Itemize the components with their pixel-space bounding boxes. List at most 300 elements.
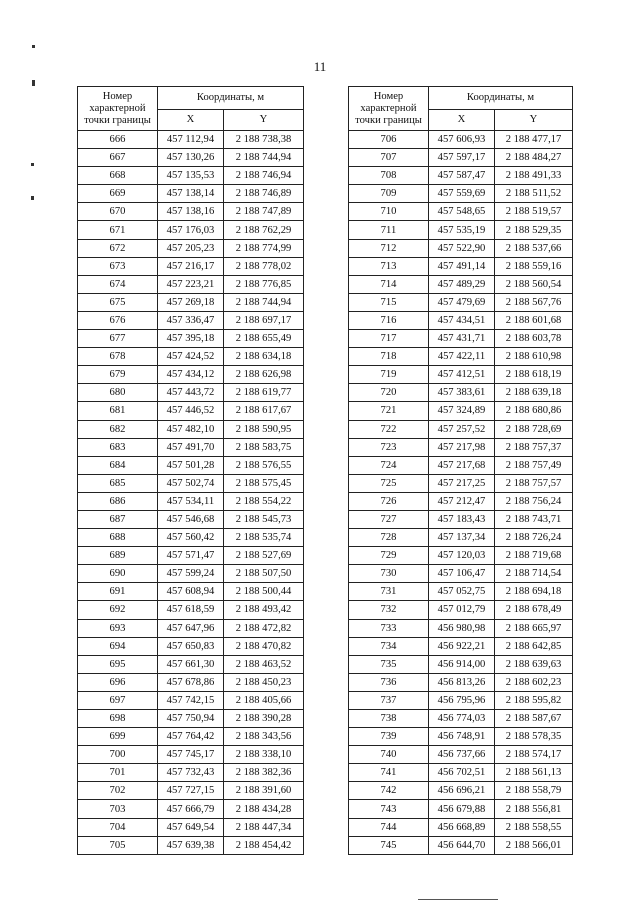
x-cell: 457 223,21 [158, 275, 224, 293]
table-row [349, 239, 573, 257]
table-row [78, 474, 304, 492]
table-row [78, 456, 304, 474]
x-cell: 457 597,17 [429, 149, 495, 167]
point-number-cell: 731 [349, 583, 429, 601]
table-row [349, 492, 573, 510]
x-cell: 457 217,25 [429, 474, 495, 492]
table-row [349, 655, 573, 673]
x-cell: 457 764,42 [158, 728, 224, 746]
x-cell: 457 424,52 [158, 348, 224, 366]
y-cell: 2 188 447,34 [224, 818, 304, 836]
y-cell: 2 188 450,23 [224, 673, 304, 691]
table-row [78, 438, 304, 456]
x-cell: 457 745,17 [158, 746, 224, 764]
y-cell: 2 188 391,60 [224, 782, 304, 800]
x-cell: 456 748,91 [429, 728, 495, 746]
y-cell: 2 188 493,42 [224, 601, 304, 619]
point-number-cell: 729 [349, 547, 429, 565]
y-cell: 2 188 617,67 [224, 402, 304, 420]
table-row [78, 510, 304, 528]
x-cell: 457 138,14 [158, 185, 224, 203]
point-number-cell: 736 [349, 673, 429, 691]
y-cell: 2 188 511,52 [495, 185, 573, 203]
y-cell: 2 188 463,52 [224, 655, 304, 673]
y-cell: 2 188 566,01 [495, 836, 573, 854]
table-row [78, 619, 304, 637]
x-cell: 456 914,00 [429, 655, 495, 673]
table-row [349, 547, 573, 565]
y-cell: 2 188 626,98 [224, 366, 304, 384]
point-number-cell: 738 [349, 710, 429, 728]
coordinates-table-left [77, 86, 304, 855]
point-number-cell: 739 [349, 728, 429, 746]
y-cell: 2 188 618,19 [495, 366, 573, 384]
x-cell: 457 502,74 [158, 474, 224, 492]
table-row [78, 149, 304, 167]
x-cell: 457 666,79 [158, 800, 224, 818]
point-number-cell: 697 [78, 691, 158, 709]
y-cell: 2 188 477,17 [495, 131, 573, 149]
table-row [78, 637, 304, 655]
x-cell: 457 434,51 [429, 311, 495, 329]
table-row [349, 420, 573, 438]
table-row [349, 348, 573, 366]
y-cell: 2 188 714,54 [495, 565, 573, 583]
point-number-cell: 701 [78, 764, 158, 782]
y-cell: 2 188 470,82 [224, 637, 304, 655]
y-cell: 2 188 762,29 [224, 221, 304, 239]
coords-header: Координаты, м [158, 87, 304, 110]
x-cell: 457 559,69 [429, 185, 495, 203]
point-number-cell: 719 [349, 366, 429, 384]
table-row [78, 366, 304, 384]
x-cell: 457 482,10 [158, 420, 224, 438]
table-row [78, 691, 304, 709]
point-number-cell: 743 [349, 800, 429, 818]
point-number-cell: 690 [78, 565, 158, 583]
point-number-cell: 691 [78, 583, 158, 601]
point-number-cell: 679 [78, 366, 158, 384]
table-row [78, 330, 304, 348]
x-cell: 457 176,03 [158, 221, 224, 239]
y-cell: 2 188 610,98 [495, 348, 573, 366]
x-cell: 456 922,21 [429, 637, 495, 655]
point-number-cell: 733 [349, 619, 429, 637]
y-cell: 2 188 537,66 [495, 239, 573, 257]
point-number-cell: 713 [349, 257, 429, 275]
x-cell: 456 679,88 [429, 800, 495, 818]
y-cell: 2 188 743,71 [495, 510, 573, 528]
y-cell: 2 188 558,55 [495, 818, 573, 836]
point-number-cell: 674 [78, 275, 158, 293]
y-cell: 2 188 744,94 [224, 149, 304, 167]
table-row [78, 655, 304, 673]
point-number-cell: 706 [349, 131, 429, 149]
y-cell: 2 188 746,94 [224, 167, 304, 185]
table-row [78, 239, 304, 257]
header-row [349, 87, 573, 110]
point-number-cell: 692 [78, 601, 158, 619]
table-body [78, 131, 304, 855]
point-number-cell: 709 [349, 185, 429, 203]
table-row [349, 257, 573, 275]
table-row [78, 221, 304, 239]
table-row [78, 275, 304, 293]
y-cell: 2 188 556,81 [495, 800, 573, 818]
table-row [349, 510, 573, 528]
point-number-cell: 687 [78, 510, 158, 528]
point-number-cell: 703 [78, 800, 158, 818]
point-number-cell: 666 [78, 131, 158, 149]
point-number-cell: 693 [78, 619, 158, 637]
y-cell: 2 188 619,77 [224, 384, 304, 402]
y-cell: 2 188 567,76 [495, 293, 573, 311]
point-number-cell: 714 [349, 275, 429, 293]
point-number-cell: 717 [349, 330, 429, 348]
point-number-cell: 724 [349, 456, 429, 474]
y-cell: 2 188 491,33 [495, 167, 573, 185]
point-number-cell: 734 [349, 637, 429, 655]
table-row [349, 710, 573, 728]
x-cell: 456 813,26 [429, 673, 495, 691]
table-row [78, 764, 304, 782]
y-cell: 2 188 726,24 [495, 529, 573, 547]
x-cell: 457 489,29 [429, 275, 495, 293]
point-number-header: Номер характерной точки границы [78, 87, 158, 131]
y-cell: 2 188 680,86 [495, 402, 573, 420]
table-row [349, 583, 573, 601]
table-row [78, 384, 304, 402]
x-cell: 457 217,98 [429, 438, 495, 456]
x-header: X [429, 110, 495, 131]
table-row [78, 402, 304, 420]
table-row [349, 456, 573, 474]
x-cell: 457 750,94 [158, 710, 224, 728]
x-cell: 456 795,96 [429, 691, 495, 709]
x-cell: 457 336,47 [158, 311, 224, 329]
table-row [349, 438, 573, 456]
y-cell: 2 188 382,36 [224, 764, 304, 782]
point-number-cell: 725 [349, 474, 429, 492]
point-number-cell: 700 [78, 746, 158, 764]
point-number-cell: 699 [78, 728, 158, 746]
point-number-cell: 686 [78, 492, 158, 510]
x-cell: 457 422,11 [429, 348, 495, 366]
x-cell: 457 639,38 [158, 836, 224, 854]
x-cell: 457 587,47 [429, 167, 495, 185]
x-cell: 457 112,94 [158, 131, 224, 149]
table-row [78, 492, 304, 510]
table-row [349, 818, 573, 836]
point-number-cell: 688 [78, 529, 158, 547]
y-cell: 2 188 559,16 [495, 257, 573, 275]
point-number-cell: 744 [349, 818, 429, 836]
point-number-cell: 711 [349, 221, 429, 239]
point-number-cell: 707 [349, 149, 429, 167]
point-number-cell: 740 [349, 746, 429, 764]
y-cell: 2 188 665,97 [495, 619, 573, 637]
y-cell: 2 188 484,27 [495, 149, 573, 167]
table-row [78, 583, 304, 601]
x-cell: 457 535,19 [429, 221, 495, 239]
y-cell: 2 188 719,68 [495, 547, 573, 565]
y-cell: 2 188 434,28 [224, 800, 304, 818]
x-cell: 457 650,83 [158, 637, 224, 655]
y-cell: 2 188 747,89 [224, 203, 304, 221]
table-row [349, 764, 573, 782]
y-cell: 2 188 642,85 [495, 637, 573, 655]
y-cell: 2 188 454,42 [224, 836, 304, 854]
y-cell: 2 188 655,49 [224, 330, 304, 348]
point-number-cell: 694 [78, 637, 158, 655]
point-number-cell: 712 [349, 239, 429, 257]
y-cell: 2 188 603,78 [495, 330, 573, 348]
table-row [349, 384, 573, 402]
y-cell: 2 188 558,79 [495, 782, 573, 800]
x-cell: 457 120,03 [429, 547, 495, 565]
x-cell: 457 216,17 [158, 257, 224, 275]
x-cell: 457 742,15 [158, 691, 224, 709]
point-number-cell: 671 [78, 221, 158, 239]
table-row [78, 818, 304, 836]
x-cell: 457 571,47 [158, 547, 224, 565]
x-cell: 457 012,79 [429, 601, 495, 619]
table-row [78, 293, 304, 311]
y-cell: 2 188 587,67 [495, 710, 573, 728]
table-row [349, 691, 573, 709]
point-number-cell: 704 [78, 818, 158, 836]
y-cell: 2 188 778,02 [224, 257, 304, 275]
x-cell: 456 702,51 [429, 764, 495, 782]
y-cell: 2 188 390,28 [224, 710, 304, 728]
point-number-cell: 720 [349, 384, 429, 402]
table-row [349, 800, 573, 818]
x-cell: 457 217,68 [429, 456, 495, 474]
point-number-cell: 742 [349, 782, 429, 800]
x-cell: 457 052,75 [429, 583, 495, 601]
y-cell: 2 188 472,82 [224, 619, 304, 637]
x-cell: 457 534,11 [158, 492, 224, 510]
y-header: Y [495, 110, 573, 131]
table-row [349, 330, 573, 348]
x-cell: 457 269,18 [158, 293, 224, 311]
y-cell: 2 188 697,17 [224, 311, 304, 329]
table-row [78, 348, 304, 366]
point-number-cell: 710 [349, 203, 429, 221]
y-cell: 2 188 578,35 [495, 728, 573, 746]
point-number-cell: 723 [349, 438, 429, 456]
y-cell: 2 188 746,89 [224, 185, 304, 203]
table-row [78, 782, 304, 800]
point-number-cell: 735 [349, 655, 429, 673]
table-row [349, 185, 573, 203]
point-number-cell: 676 [78, 311, 158, 329]
table-row [349, 203, 573, 221]
table-row [349, 402, 573, 420]
table-row [349, 619, 573, 637]
table-row [78, 203, 304, 221]
scan-mark [32, 80, 35, 86]
table-row [349, 746, 573, 764]
y-cell: 2 188 694,18 [495, 583, 573, 601]
footer-rule [418, 899, 498, 900]
x-cell: 457 608,94 [158, 583, 224, 601]
x-cell: 457 491,70 [158, 438, 224, 456]
point-number-cell: 669 [78, 185, 158, 203]
point-number-cell: 683 [78, 438, 158, 456]
table-row [349, 673, 573, 691]
x-cell: 457 599,24 [158, 565, 224, 583]
point-number-cell: 726 [349, 492, 429, 510]
point-number-cell: 741 [349, 764, 429, 782]
point-number-cell: 680 [78, 384, 158, 402]
point-number-cell: 745 [349, 836, 429, 854]
table-row [78, 185, 304, 203]
y-cell: 2 188 595,82 [495, 691, 573, 709]
x-cell: 456 980,98 [429, 619, 495, 637]
x-cell: 457 618,59 [158, 601, 224, 619]
y-cell: 2 188 738,38 [224, 131, 304, 149]
table-row [78, 673, 304, 691]
table-row [349, 529, 573, 547]
table-row [78, 836, 304, 854]
x-cell: 457 479,69 [429, 293, 495, 311]
x-cell: 457 649,54 [158, 818, 224, 836]
point-number-cell: 667 [78, 149, 158, 167]
point-number-cell: 728 [349, 529, 429, 547]
y-cell: 2 188 343,56 [224, 728, 304, 746]
table-row [78, 547, 304, 565]
coordinates-table-right [348, 86, 573, 855]
x-cell: 457 412,51 [429, 366, 495, 384]
y-cell: 2 188 678,49 [495, 601, 573, 619]
x-cell: 456 774,03 [429, 710, 495, 728]
table-row [78, 800, 304, 818]
x-cell: 457 431,71 [429, 330, 495, 348]
x-cell: 457 395,18 [158, 330, 224, 348]
y-cell: 2 188 757,37 [495, 438, 573, 456]
table-row [78, 728, 304, 746]
y-cell: 2 188 519,57 [495, 203, 573, 221]
x-cell: 457 522,90 [429, 239, 495, 257]
table-row [78, 311, 304, 329]
y-cell: 2 188 545,73 [224, 510, 304, 528]
table-row [349, 293, 573, 311]
table-row [78, 710, 304, 728]
x-header: X [158, 110, 224, 131]
x-cell: 457 212,47 [429, 492, 495, 510]
point-number-cell: 705 [78, 836, 158, 854]
point-number-cell: 670 [78, 203, 158, 221]
x-cell: 457 434,12 [158, 366, 224, 384]
point-number-cell: 702 [78, 782, 158, 800]
table-row [78, 746, 304, 764]
page-number: 11 [313, 59, 327, 74]
y-cell: 2 188 500,44 [224, 583, 304, 601]
x-cell: 456 644,70 [429, 836, 495, 854]
x-cell: 457 106,47 [429, 565, 495, 583]
x-cell: 456 696,21 [429, 782, 495, 800]
table-row [349, 637, 573, 655]
y-cell: 2 188 576,55 [224, 456, 304, 474]
point-number-cell: 681 [78, 402, 158, 420]
y-cell: 2 188 756,24 [495, 492, 573, 510]
x-cell: 457 727,15 [158, 782, 224, 800]
x-cell: 457 491,14 [429, 257, 495, 275]
scan-mark [32, 45, 35, 48]
y-cell: 2 188 574,17 [495, 746, 573, 764]
header-row [78, 87, 304, 110]
y-cell: 2 188 405,66 [224, 691, 304, 709]
point-number-cell: 737 [349, 691, 429, 709]
x-cell: 457 130,26 [158, 149, 224, 167]
point-number-header: Номер характерной точки границы [349, 87, 429, 131]
table-row [78, 529, 304, 547]
point-number-cell: 685 [78, 474, 158, 492]
table-row [349, 167, 573, 185]
scan-mark [31, 163, 34, 166]
y-cell: 2 188 728,69 [495, 420, 573, 438]
x-cell: 457 138,16 [158, 203, 224, 221]
x-cell: 457 678,86 [158, 673, 224, 691]
y-cell: 2 188 561,13 [495, 764, 573, 782]
table-row [78, 420, 304, 438]
point-number-cell: 672 [78, 239, 158, 257]
point-number-cell: 677 [78, 330, 158, 348]
table-row [349, 565, 573, 583]
point-number-cell: 715 [349, 293, 429, 311]
point-number-cell: 716 [349, 311, 429, 329]
table-row [349, 836, 573, 854]
table-row [349, 131, 573, 149]
y-cell: 2 188 529,35 [495, 221, 573, 239]
point-number-cell: 668 [78, 167, 158, 185]
y-cell: 2 188 583,75 [224, 438, 304, 456]
y-cell: 2 188 507,50 [224, 565, 304, 583]
y-cell: 2 188 575,45 [224, 474, 304, 492]
x-cell: 457 183,43 [429, 510, 495, 528]
point-number-cell: 698 [78, 710, 158, 728]
y-cell: 2 188 744,94 [224, 293, 304, 311]
point-number-cell: 732 [349, 601, 429, 619]
point-number-cell: 678 [78, 348, 158, 366]
table-row [349, 149, 573, 167]
table-row [349, 366, 573, 384]
x-cell: 457 135,53 [158, 167, 224, 185]
table-row [349, 601, 573, 619]
point-number-cell: 730 [349, 565, 429, 583]
x-cell: 456 737,66 [429, 746, 495, 764]
point-number-cell: 682 [78, 420, 158, 438]
table-row [78, 167, 304, 185]
x-cell: 457 257,52 [429, 420, 495, 438]
table-row [349, 782, 573, 800]
table-row [78, 565, 304, 583]
x-cell: 457 548,65 [429, 203, 495, 221]
table-row [349, 221, 573, 239]
y-cell: 2 188 554,22 [224, 492, 304, 510]
coords-header: Координаты, м [429, 87, 573, 110]
x-cell: 457 383,61 [429, 384, 495, 402]
table-body [349, 131, 573, 855]
table-row [78, 131, 304, 149]
point-number-cell: 695 [78, 655, 158, 673]
point-number-cell: 721 [349, 402, 429, 420]
x-cell: 457 205,23 [158, 239, 224, 257]
scan-mark [31, 196, 34, 200]
table-row [349, 311, 573, 329]
point-number-cell: 718 [349, 348, 429, 366]
